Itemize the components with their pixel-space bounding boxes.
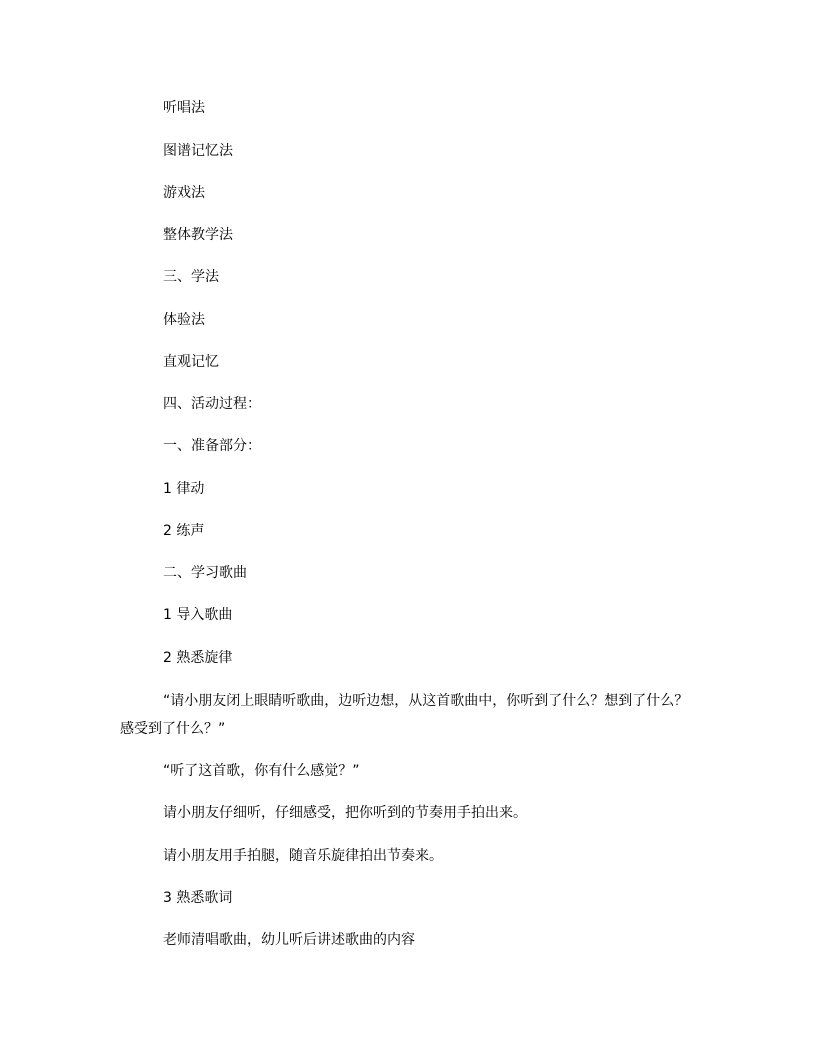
text-line: 请小朋友仔细听，仔细感受，把你听到的节奏用手拍出来。	[163, 805, 527, 821]
text-line: 图谱记忆法	[163, 143, 233, 159]
text-line: 体验法	[163, 312, 205, 328]
text-line: 直观记忆	[163, 354, 219, 370]
text-line: “听了这首歌，你有什么感觉？”	[163, 763, 360, 779]
text-line: 3 熟悉歌词	[163, 890, 233, 906]
text-line: 听唱法	[163, 100, 205, 116]
text-line: 1 律动	[163, 481, 205, 497]
text-line: 1 导入歌曲	[163, 607, 233, 623]
text-line: 2 熟悉旋律	[163, 650, 233, 666]
section-heading: 二、学习歌曲	[163, 565, 247, 581]
section-heading: 一、准备部分：	[163, 438, 261, 454]
section-heading: 三、学法	[163, 269, 219, 285]
text-line: 请小朋友用手拍腿，随音乐旋律拍出节奏来。	[163, 848, 443, 864]
quote-paragraph: “请小朋友闭上眼睛听歌曲，边听边想，从这首歌曲中，你听到了什么？想到了什么？感受到了什么？”	[120, 693, 689, 737]
section-heading: 四、活动过程：	[163, 396, 261, 412]
text-line: 老师清唱歌曲，幼儿听后讲述歌曲的内容	[163, 932, 415, 948]
text-line: 游戏法	[163, 185, 205, 201]
text-line: 2 练声	[163, 523, 205, 539]
text-line: 整体教学法	[163, 227, 233, 243]
